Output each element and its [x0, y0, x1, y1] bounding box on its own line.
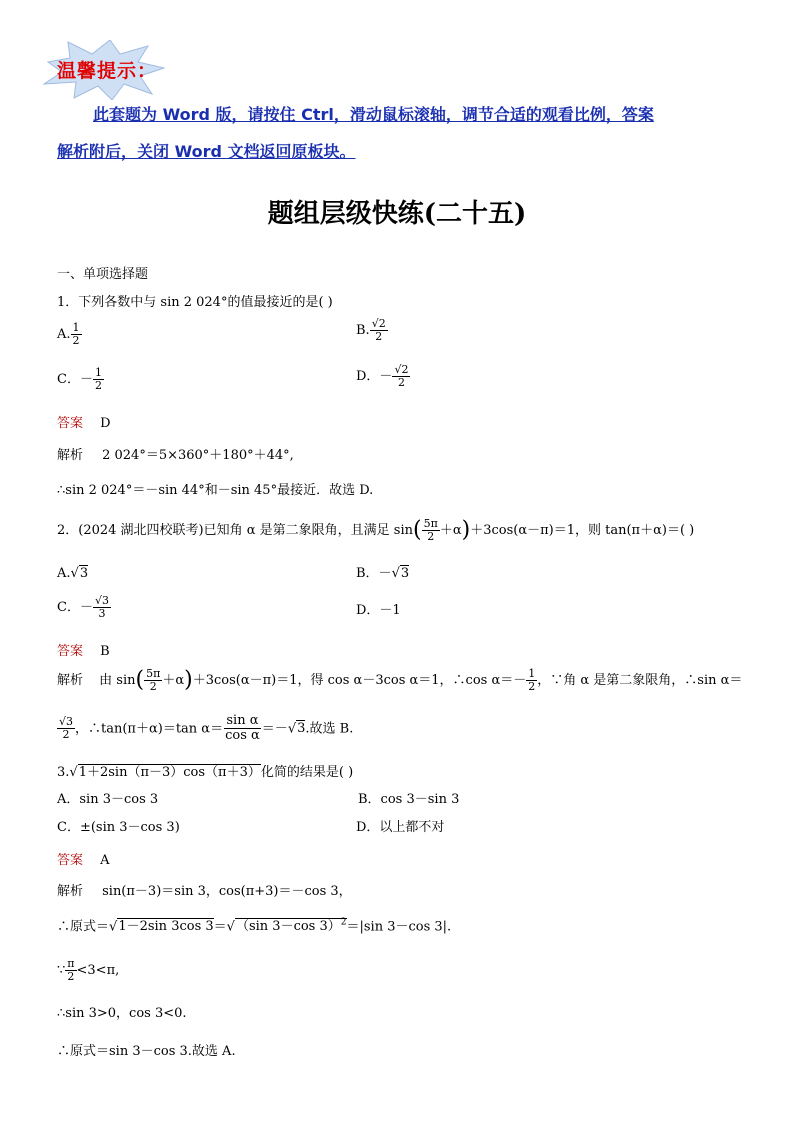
q3-answer: A	[100, 853, 110, 868]
q2-option-b: B．－√3	[356, 566, 410, 581]
q2-analysis-line-1: 解析 由 sin( $\frac{5\pi}{2}$ ＋α)＋3cos(α－π)＝1，得 cos α－3cos α＝1，∴cos α＝－ $\frac{1}{2}$ ，∵角 α 是第二象限角，∴sin α＝	[57, 667, 743, 694]
tip-label: 温馨提示：	[57, 60, 158, 82]
q1-analysis: 2 024°＝5×360°＋180°＋44°,	[102, 448, 294, 463]
q2-option-d: D．－1	[356, 603, 401, 618]
q3-answer-row	[57, 849, 110, 868]
q3-analysis-2: ∴原式＝√1－2sin 3cos 3＝√（sin 3－cos 3）$^2$＝|sin 3－cos 3|.	[57, 918, 452, 935]
q2-option-a: A.√3	[57, 566, 89, 581]
answer-label: 答案	[57, 416, 84, 431]
q3-analysis-5: ∴原式＝sin 3－cos 3.故选 A.	[57, 1044, 236, 1059]
q2-answer-row	[57, 640, 110, 659]
q1-option-d: D．－ $\frac{√2}{2}$	[356, 363, 409, 390]
section-heading: 一、单项选择题	[57, 267, 149, 282]
q1-conclusion: ∴sin 2 024°＝－sin 44°和－sin 45°最接近．故选 D.	[57, 483, 374, 498]
analysis-label: 解析	[57, 884, 84, 899]
q2-option-c: C．－ $\frac{√3}{3}$	[57, 594, 109, 621]
answer-label: 答案	[57, 853, 84, 868]
q1-analysis-row	[57, 444, 294, 463]
q1-stem: 1．下列各数中与 sin 2 024°的值最接近的是( )	[57, 295, 333, 310]
analysis-label: 解析	[57, 448, 84, 463]
q3-option-a: A．sin 3－cos 3	[57, 792, 159, 807]
analysis-label: 解析	[57, 673, 84, 689]
page-title: 题组层级快练(二十五)	[267, 199, 527, 229]
q3-analysis-3: ∵ $\frac{\pi}{2}$ <3<π,	[57, 957, 120, 984]
q3-analysis-1: sin(π－3)＝sin 3，cos(π+3)＝－cos 3，	[102, 884, 352, 899]
tip-line-1: 此套题为 Word 版，请按住 Ctrl，滑动鼠标滚轴，调节合适的观看比例，答案	[93, 105, 654, 124]
q1-answer-row	[57, 412, 111, 431]
answer-label: 答案	[57, 644, 84, 659]
q1-option-a: A. $\frac{1}{2}$	[57, 321, 80, 348]
q3-option-d: D．以上都不对	[356, 820, 445, 835]
q2-answer: B	[100, 644, 110, 659]
tip-line-2: 解析附后，关闭 Word 文档返回原板块。	[57, 142, 356, 161]
q1-answer: D	[100, 416, 111, 431]
q3-option-c: C．±(sin 3－cos 3)	[57, 820, 180, 835]
q3-analysis-row	[57, 880, 352, 899]
q1-option-c: C．－ $\frac{1}{2}$	[57, 366, 102, 393]
q2-analysis-line-2: $\frac{√3}{2}$ ，∴tan(π＋α)＝tan α＝ $\frac{\text{sin α}}{\text{cos α}}$ ＝－√3.故选 B.	[59, 713, 354, 744]
q3-analysis-4: ∴sin 3>0，cos 3<0.	[57, 1006, 187, 1021]
q2-stem: 2．(2024 湖北四校联考)已知角 α 是第二象限角，且满足 sin( $\frac{5\pi}{2}$ ＋α)＋3cos(α－π)＝1，则 tan(π＋α)＝( )	[57, 517, 695, 544]
q3-option-b: B．cos 3－sin 3	[358, 792, 460, 807]
q1-option-b: B. $\frac{√2}{2}$	[356, 317, 386, 344]
q3-stem: 3.√1＋2sin（π－3）cos（π＋3）化简的结果是( )	[57, 765, 354, 780]
